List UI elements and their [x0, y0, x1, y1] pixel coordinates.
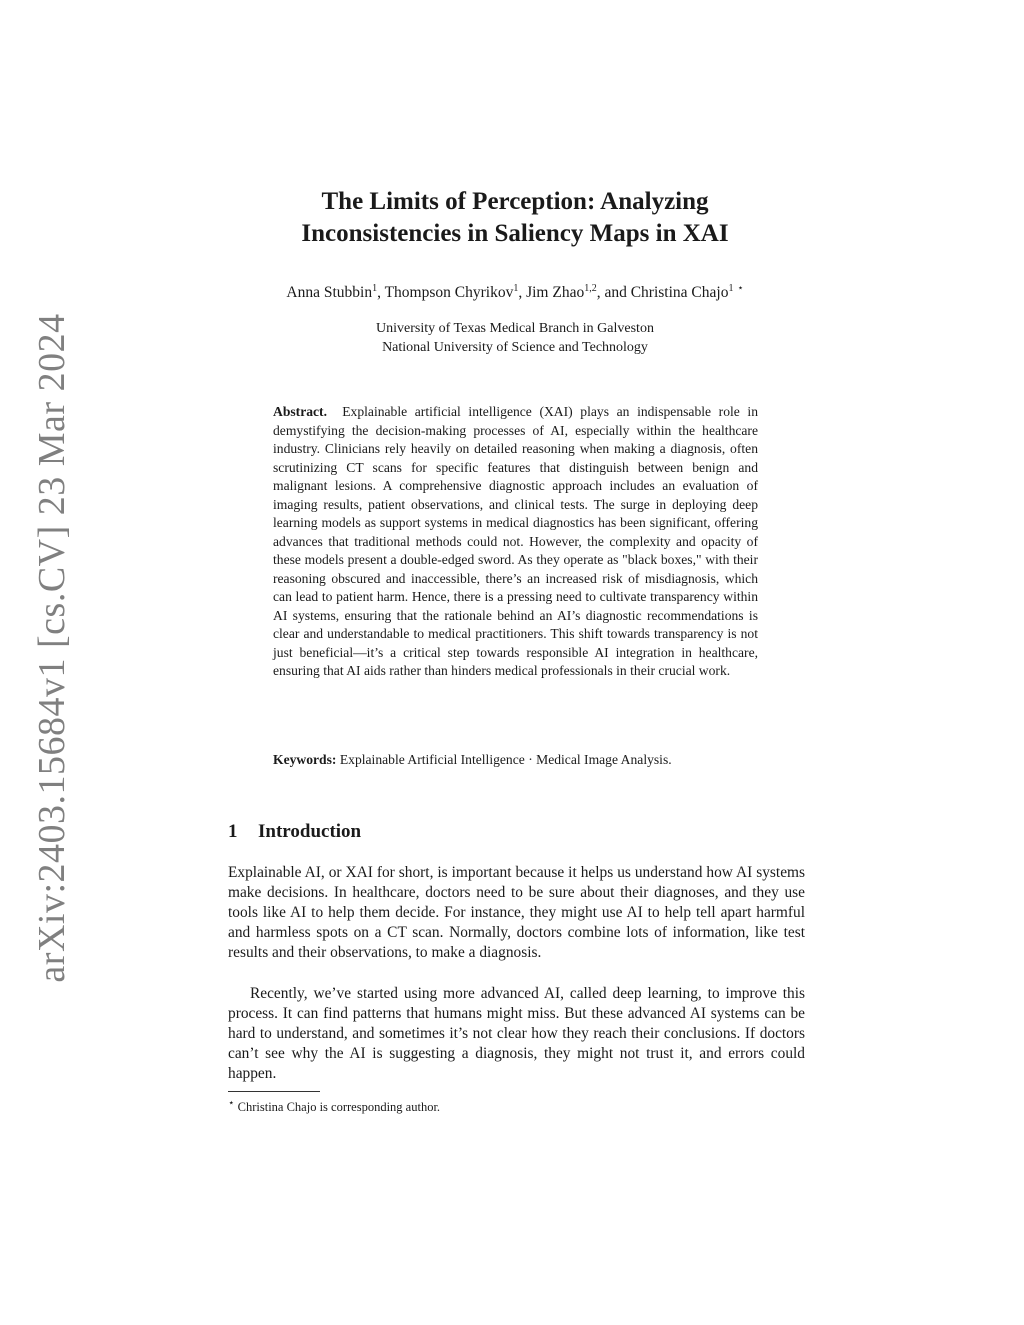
abstract — [273, 403, 758, 681]
author-separator: , and — [596, 284, 631, 301]
title-line-2: Inconsistencies in Saliency Maps in XAI — [301, 220, 729, 247]
section-heading — [228, 820, 361, 844]
corresponding-author-mark: ⋆ — [737, 283, 744, 294]
body-paragraph: Explainable AI, or XAI for short, is important because it helps us understand how AI systems make decisions. In healthcare, doctors need to be sure about their diagnoses, and they use tools like AI to help them decide. For instance, they might use AI to help tell apart harmful and harmless spots on a CT scan. Normally, doctors combine lots of information, like test results and their observations, to make a diagnosis. — [228, 864, 805, 961]
keywords-text: Explainable Artificial Intelligence · Medical Image Analysis. — [339, 752, 672, 767]
footnote-mark: ⋆ — [228, 1098, 235, 1109]
abstract-label: Abstract. — [273, 404, 327, 419]
paper-title — [200, 186, 830, 250]
author-name: Anna Stubbin — [286, 284, 373, 301]
title-line-1: The Limits of Perception: Analyzing — [321, 188, 709, 215]
footnote — [228, 1096, 805, 1115]
author-separator: , — [377, 284, 385, 301]
author-affiliation-mark: 1 — [372, 283, 378, 294]
author-name: Jim Zhao — [526, 284, 585, 301]
keywords — [273, 751, 758, 770]
author-name: Christina Chajo — [630, 284, 729, 301]
author-affiliation-mark: 1,2 — [584, 283, 597, 294]
footnote-rule — [228, 1091, 320, 1092]
author-affiliation-mark: 1 — [513, 283, 519, 294]
section-title: Introduction — [258, 821, 362, 842]
arxiv-identifier: arXiv:2403.15684v1 [cs.CV] 23 Mar 2024 — [31, 313, 73, 983]
author-name: Thompson Chyrikov — [384, 284, 514, 301]
affiliations — [200, 319, 830, 357]
affiliation-line: National University of Science and Technology — [382, 340, 648, 355]
author-affiliation-mark: 1 — [728, 283, 734, 294]
author-list — [150, 283, 880, 303]
abstract-text: Explainable artificial intelligence (XAI) plays an indispensable role in demystifying the decision-making processes of AI, especially within the healthcare industry. Clinicians rely heavily on detailed reasoning when making a diagnosis, often scrutinizing CT scans for specific features that distinguish between benign and malignant lesions. A comprehensive diagnostic approach includes an evaluation of imaging results, patient observations, and clinical tests. The surge in deploying deep learning models as support systems in medical diagnostics has been significant, offering advances that traditional methods could not. However, the complexity and opacity of these models present a double-edged sword. As they operate as "black boxes," with their reasoning obscured and inaccessible, there’s an increased risk of misdiagnosis, which can lead to patient harm. Hence, there is a pressing need to cultivate transparency within AI systems, ensuring that the rationale behind an AI’s diagnostic recommendations is clear and understandable to medical practitioners. This shift towards transparency is not just beneficial—it’s a critical step towards responsible AI integration in healthcare, ensuring that AI aids rather than hinders medical professionals in their crucial work. — [273, 404, 759, 678]
footnote-text: Christina Chajo is corresponding author. — [237, 1100, 441, 1115]
section-number: 1 — [228, 821, 238, 842]
author-separator: , — [518, 284, 527, 301]
keywords-label: Keywords: — [273, 752, 337, 767]
affiliation-line: University of Texas Medical Branch in Galveston — [376, 321, 654, 336]
body-paragraph: Recently, we’ve started using more advanced AI, called deep learning, to improve this process. It can find patterns that humans might miss. But these advanced AI systems can be hard to understand, and sometimes it’s not clear how they reach their conclusions. If doctors can’t see why the AI is suggesting a diagnosis, they might not trust it, and errors could happen. — [228, 985, 805, 1082]
